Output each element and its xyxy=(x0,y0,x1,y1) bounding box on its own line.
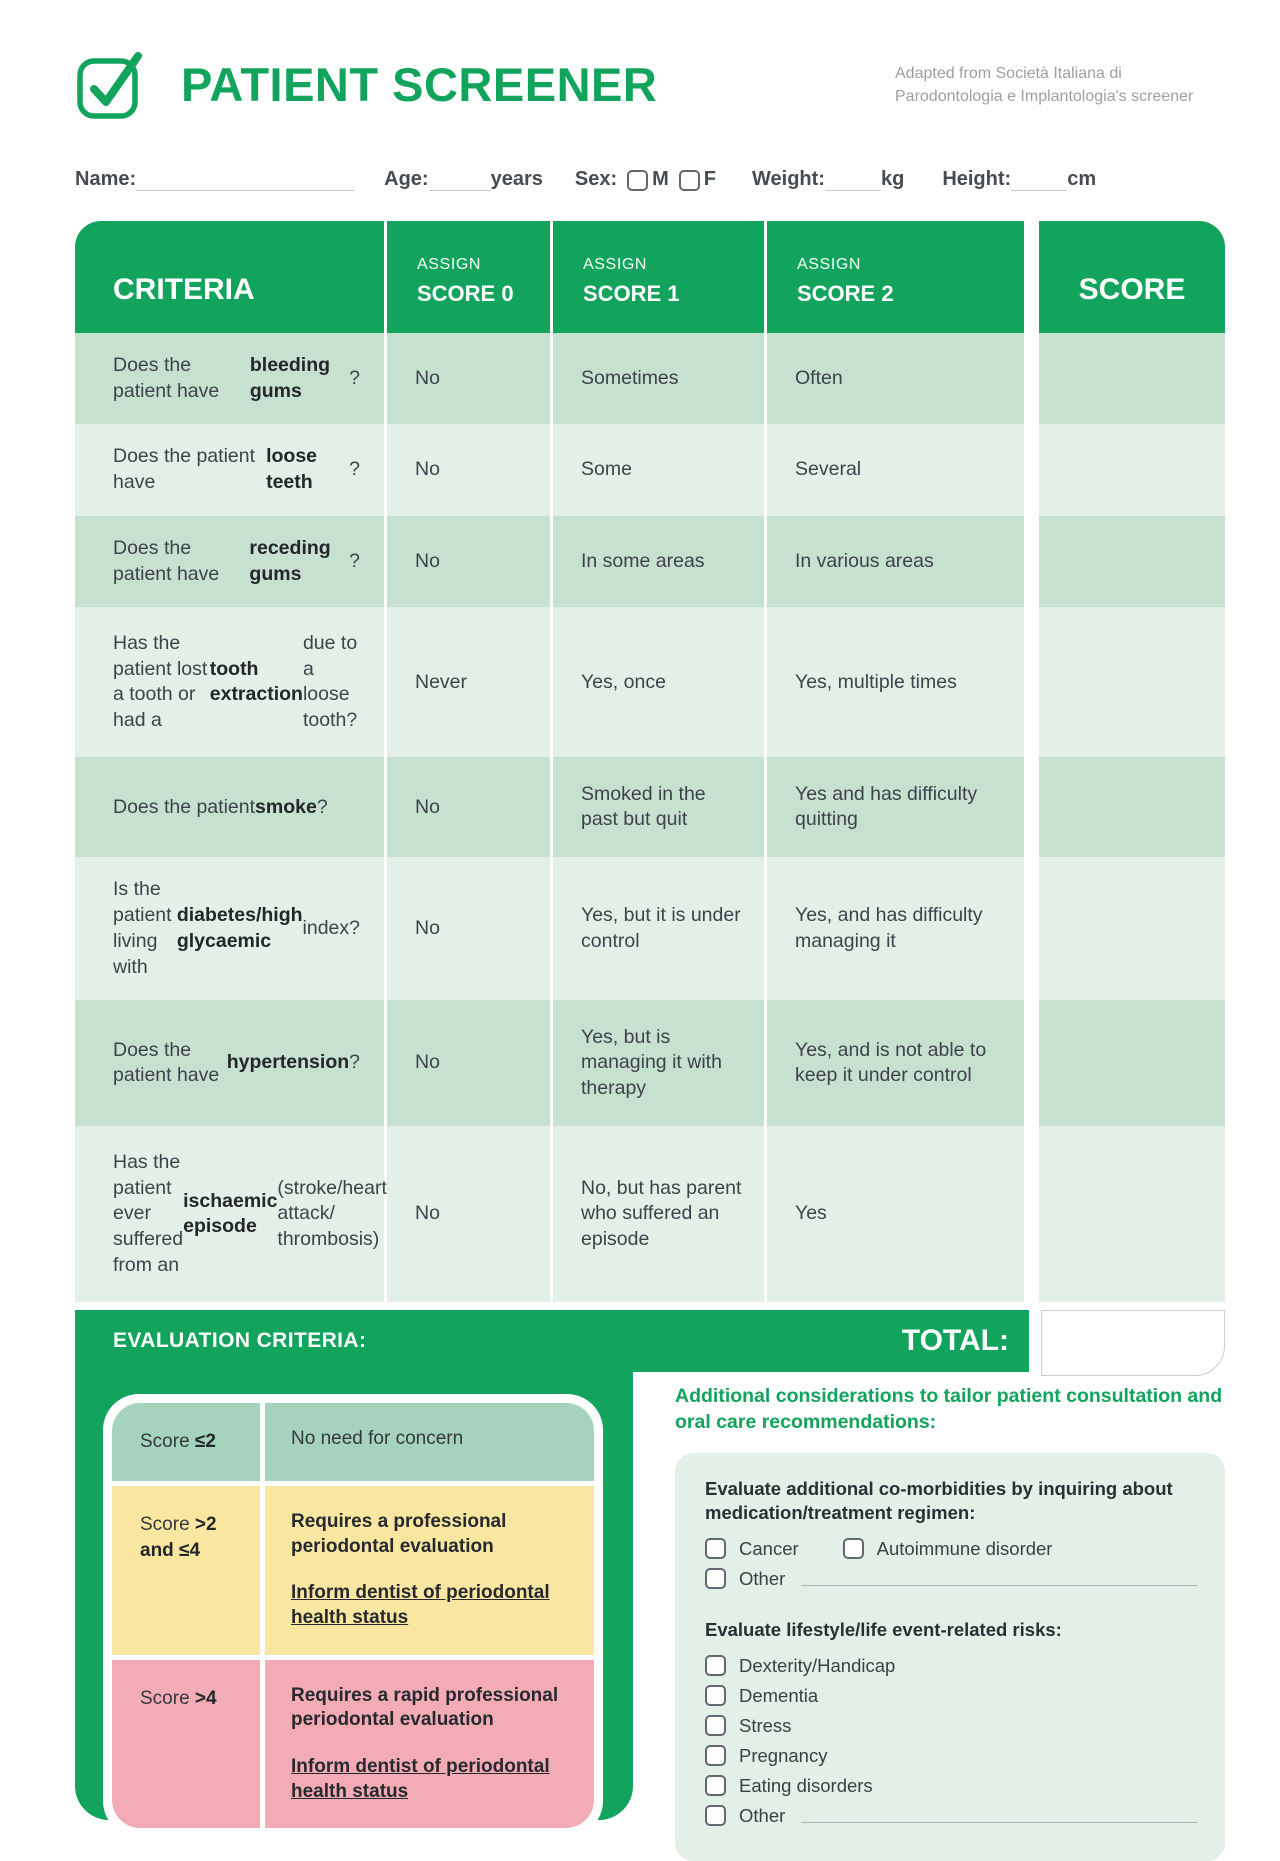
total-input-box[interactable] xyxy=(1041,1310,1225,1376)
checkbox-label: Cancer xyxy=(739,1537,799,1559)
additional-considerations xyxy=(675,1384,1225,1861)
checkbox-label: Eating disorders xyxy=(739,1774,873,1796)
checkbox-label: Other xyxy=(739,1567,786,1589)
additional-checklist-box xyxy=(675,1453,1225,1861)
table-row xyxy=(75,424,1225,515)
screening-table-body xyxy=(75,333,1225,1302)
additional-heading: Additional considerations to tailor patient consultation and oral care recommendations: xyxy=(675,1385,1223,1434)
evaluation-criteria-title: EVALUATION CRITERIA: xyxy=(113,1329,367,1353)
table-row xyxy=(75,516,1225,607)
score-input-cell[interactable] xyxy=(1039,424,1225,515)
criteria-cell: Does the patient have receding gums ? xyxy=(75,516,387,607)
table-header-row xyxy=(75,221,1225,333)
height-fill-line[interactable] xyxy=(1011,169,1067,191)
answer-score-0-cell: Never xyxy=(387,607,553,757)
page-title: PATIENT SCREENER xyxy=(181,57,658,111)
criteria-cell: Does the patient have loose teeth ? xyxy=(75,424,387,515)
sex-option-f-label: F xyxy=(703,168,717,190)
table-row xyxy=(75,857,1225,1000)
answer-score-2-cell: Yes xyxy=(767,1126,1027,1302)
answer-score-1-cell: Sometimes xyxy=(553,333,767,424)
answer-score-1-cell: Yes, but is managing it with therapy xyxy=(553,1000,767,1126)
evaluation-recommendation: No need for concern xyxy=(265,1403,594,1481)
criteria-cell: Does the patient have bleeding gums ? xyxy=(75,333,387,424)
patient-info-row xyxy=(75,168,1225,191)
answer-score-1-cell: Yes, once xyxy=(553,607,767,757)
checklist-group-heading: Evaluate lifestyle/life event-related risks: xyxy=(705,1618,1062,1640)
checkbox-label: Stress xyxy=(739,1714,792,1736)
checkbox-label: Other xyxy=(739,1804,786,1826)
checkbox-pregnancy[interactable] xyxy=(705,1745,726,1766)
header-assign-score-1: ASSIGN SCORE 1 xyxy=(553,221,767,333)
attribution-line-1: Adapted from Società Italiana di xyxy=(895,65,1122,83)
checklist-row xyxy=(705,1775,1197,1797)
sex-label: Sex: xyxy=(574,168,618,190)
score-range-line: Score >4 xyxy=(140,1687,217,1709)
checklist-item xyxy=(705,1685,818,1707)
header-score: SCORE xyxy=(1039,221,1225,333)
header-criteria: CRITERIA xyxy=(75,221,387,333)
checkbox-label: Dexterity/Handicap xyxy=(739,1654,896,1676)
age-unit-label: years xyxy=(490,168,543,190)
answer-score-1-cell: In some areas xyxy=(553,516,767,607)
column-gap xyxy=(1027,1000,1039,1126)
evaluation-recommendation: Requires a professional periodontal evaluation Inform dentist of periodontal health status xyxy=(265,1486,594,1655)
checklist-group-heading: Evaluate additional co-morbidities by inquiring about medication/treatment regimen: xyxy=(705,1477,1173,1523)
weight-fill-line[interactable] xyxy=(825,169,881,191)
header-assign-score-2: ASSIGN SCORE 2 xyxy=(767,221,1027,333)
header-assign-score-0: ASSIGN SCORE 0 xyxy=(387,221,553,333)
score-input-cell[interactable] xyxy=(1039,1126,1225,1302)
total-label: TOTAL: xyxy=(901,1324,1009,1358)
answer-score-2-cell: In various areas xyxy=(767,516,1027,607)
answer-score-1-cell: Some xyxy=(553,424,767,515)
score-input-cell[interactable] xyxy=(1039,757,1225,857)
score-input-cell[interactable] xyxy=(1039,607,1225,757)
table-row xyxy=(75,607,1225,757)
checklist-item xyxy=(705,1568,785,1590)
attribution-text xyxy=(895,59,1225,108)
other-fill-line[interactable] xyxy=(801,1572,1197,1586)
screening-table xyxy=(75,221,1225,1302)
criteria-cell: Does the patient have hypertension ? xyxy=(75,1000,387,1126)
evaluation-legend-rows xyxy=(112,1403,594,1828)
answer-score-2-cell: Yes, and is not able to keep it under control xyxy=(767,1000,1027,1126)
name-fill-line[interactable] xyxy=(136,169,354,191)
checkbox-eating-disorders[interactable] xyxy=(705,1775,726,1796)
column-gap xyxy=(1027,424,1039,515)
checklist-item xyxy=(705,1745,827,1767)
checkbox-stress[interactable] xyxy=(705,1715,726,1736)
answer-score-2-cell: Several xyxy=(767,424,1027,515)
table-row xyxy=(75,757,1225,857)
evaluation-legend-row xyxy=(112,1660,594,1829)
sex-checkbox-f[interactable] xyxy=(679,170,700,191)
weight-label: Weight: xyxy=(752,168,825,190)
bottom-section xyxy=(75,1310,1225,1840)
criteria-cell: Is the patient living with diabetes/high glycaemic index? xyxy=(75,857,387,1000)
answer-score-0-cell: No xyxy=(387,333,553,424)
answer-score-2-cell: Yes, and has difficulty managing it xyxy=(767,857,1027,1000)
checklist-row xyxy=(705,1538,1197,1560)
checklist-item xyxy=(705,1805,785,1827)
evaluation-score-range xyxy=(112,1660,260,1829)
checkbox-dementia[interactable] xyxy=(705,1685,726,1706)
table-row xyxy=(75,1126,1225,1302)
name-label: Name: xyxy=(75,168,137,190)
score-range-line: Score ≤2 xyxy=(140,1431,216,1453)
answer-score-0-cell: No xyxy=(387,424,553,515)
column-gap xyxy=(1027,757,1039,857)
score-input-cell[interactable] xyxy=(1039,1000,1225,1126)
checkbox-label: Dementia xyxy=(739,1684,819,1706)
checklist-item xyxy=(705,1538,799,1560)
checklist-item xyxy=(705,1655,895,1677)
checklist-row xyxy=(705,1745,1197,1767)
score-range-line: Score >2 xyxy=(140,1513,217,1535)
age-label: Age: xyxy=(384,168,429,190)
group-spacer xyxy=(705,1598,1197,1618)
column-gap xyxy=(1027,857,1039,1000)
column-gap xyxy=(1027,333,1039,424)
checklist-row xyxy=(705,1685,1197,1707)
checklist-row xyxy=(705,1655,1197,1677)
checked-checkbox-icon xyxy=(75,46,151,122)
evaluation-score-range xyxy=(112,1486,260,1655)
form-header xyxy=(75,46,1225,122)
checkbox-label: Autoimmune disorder xyxy=(876,1537,1053,1559)
checklist-row xyxy=(705,1805,1197,1827)
checklist-row xyxy=(705,1715,1197,1737)
other-fill-line[interactable] xyxy=(801,1809,1197,1823)
evaluation-legend-box xyxy=(103,1394,603,1837)
checkbox-dexterity-handicap[interactable] xyxy=(705,1655,726,1676)
answer-score-2-cell: Often xyxy=(767,333,1027,424)
criteria-cell: Has the patient ever suffered from an ischaemic episode (stroke/heart attack/ thrombosis) xyxy=(75,1126,387,1302)
answer-score-0-cell: No xyxy=(387,1126,553,1302)
answer-score-0-cell: No xyxy=(387,516,553,607)
criteria-cell: Does the patient smoke ? xyxy=(75,757,387,857)
answer-score-1-cell: No, but has parent who suffered an episode xyxy=(553,1126,767,1302)
checkbox-other[interactable] xyxy=(705,1568,726,1589)
height-unit-label: cm xyxy=(1067,168,1097,190)
checklist-item xyxy=(705,1715,791,1737)
weight-unit-label: kg xyxy=(880,168,905,190)
criteria-cell: Has the patient lost a tooth or had a tooth extraction due to a loose tooth? xyxy=(75,607,387,757)
score-input-cell[interactable] xyxy=(1039,857,1225,1000)
column-gap xyxy=(1027,607,1039,757)
table-row xyxy=(75,1000,1225,1126)
checklist-item xyxy=(843,1538,1053,1560)
checkbox-other[interactable] xyxy=(705,1805,726,1826)
attribution-line-2: Parodontologia e Implantologia's screener xyxy=(895,88,1194,105)
height-label: Height: xyxy=(942,168,1012,190)
evaluation-band xyxy=(75,1310,1029,1372)
checklist-item xyxy=(705,1775,873,1797)
table-row xyxy=(75,333,1225,424)
age-fill-line[interactable] xyxy=(429,169,491,191)
score-input-cell[interactable] xyxy=(1039,516,1225,607)
score-input-cell[interactable] xyxy=(1039,333,1225,424)
evaluation-legend-row xyxy=(112,1486,594,1655)
answer-score-2-cell: Yes and has difficulty quitting xyxy=(767,757,1027,857)
sex-checkbox-m[interactable] xyxy=(627,170,648,191)
column-gap xyxy=(1027,516,1039,607)
answer-score-1-cell: Smoked in the past but quit xyxy=(553,757,767,857)
evaluation-recommendation: Requires a rapid professional periodontal evaluation Inform dentist of periodontal health status xyxy=(265,1660,594,1829)
checkbox-cancer[interactable] xyxy=(705,1538,726,1559)
sex-option-m-label: M xyxy=(652,168,669,190)
score-range-line: and ≤4 xyxy=(140,1539,201,1561)
evaluation-panel xyxy=(75,1372,633,1820)
answer-score-1-cell: Yes, but it is under control xyxy=(553,857,767,1000)
answer-score-0-cell: No xyxy=(387,757,553,857)
answer-score-0-cell: No xyxy=(387,1000,553,1126)
answer-score-2-cell: Yes, multiple times xyxy=(767,607,1027,757)
evaluation-score-range xyxy=(112,1403,260,1481)
checkbox-label: Pregnancy xyxy=(739,1744,828,1766)
checklist-row xyxy=(705,1568,1197,1590)
answer-score-0-cell: No xyxy=(387,857,553,1000)
checkbox-autoimmune-disorder[interactable] xyxy=(843,1538,864,1559)
column-gap xyxy=(1027,1126,1039,1302)
evaluation-legend-row xyxy=(112,1403,594,1481)
